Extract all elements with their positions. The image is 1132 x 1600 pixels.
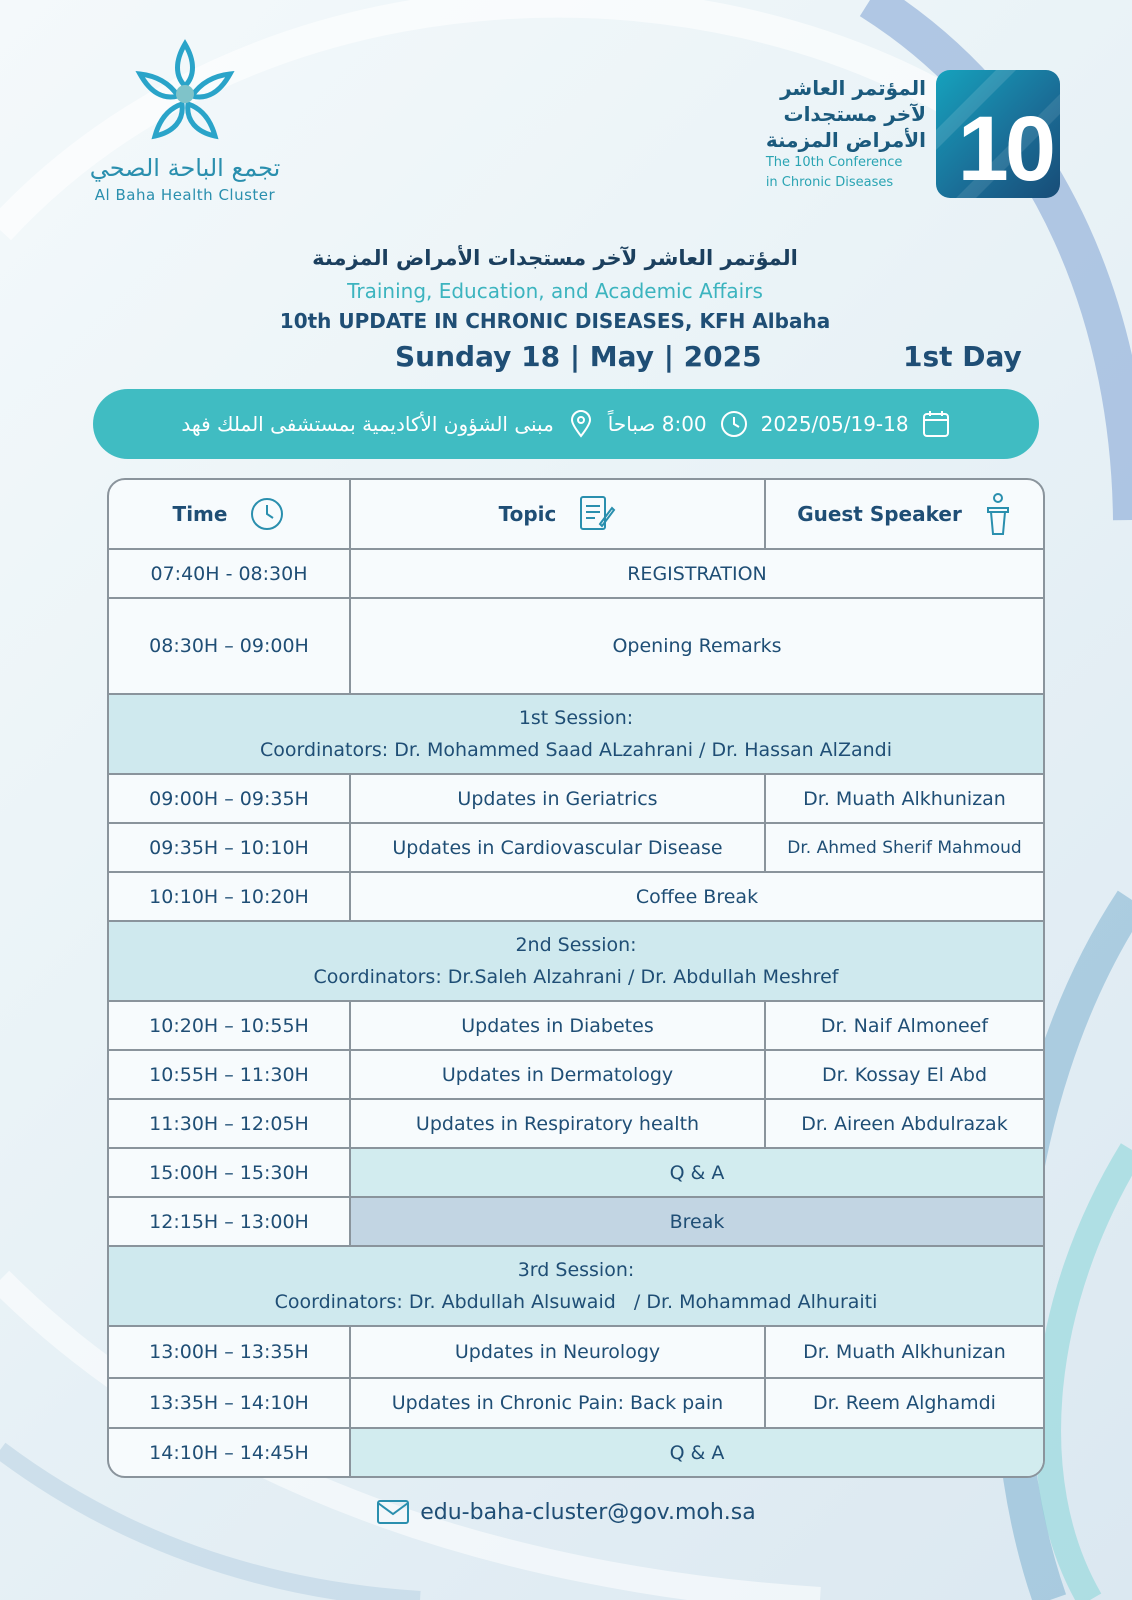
cluster-logo <box>80 36 290 204</box>
row-topic: Opening Remarks <box>612 635 782 657</box>
row-time: 12:15H – 13:00H <box>109 1198 351 1245</box>
session-coordinators: Coordinators: Dr. Mohammed Saad ALzahrani / Dr. Hassan AlZandi <box>259 739 893 761</box>
conf-title-en-1: The 10th Conference <box>765 155 903 170</box>
row-topic: Updates in Dermatology <box>351 1051 766 1098</box>
event-time: 8:00 صباحاً <box>607 412 707 436</box>
session-coordinators: Coordinators: Dr. Abdullah Alsuwaid / Dr. Mohammad Alhuraiti <box>274 1291 878 1313</box>
contact-email[interactable]: edu-baha-cluster@gov.moh.sa <box>420 1499 756 1525</box>
row-time: 13:00H – 13:35H <box>109 1327 351 1377</box>
title-arabic: المؤتمر العاشر لآخر مستجدات الأمراض المزمنة <box>312 246 798 270</box>
event-location: مبنى الشؤون الأكاديمية بمستشفى الملك فهد <box>181 412 554 436</box>
table-row <box>109 1196 1043 1245</box>
row-topic: Q & A <box>351 1429 1043 1476</box>
row-time: 14:10H – 14:45H <box>109 1429 351 1476</box>
clock-icon <box>249 496 285 532</box>
table-row <box>109 822 1043 871</box>
row-topic: Updates in Cardiovascular Disease <box>351 824 766 871</box>
calendar-icon <box>921 409 951 439</box>
row-time: 08:30H – 09:00H <box>109 599 351 693</box>
table-row <box>109 773 1043 822</box>
table-row <box>109 1049 1043 1098</box>
row-topic: Updates in Neurology <box>351 1327 766 1377</box>
table-row <box>109 1377 1043 1427</box>
session-title: 1st Session: <box>518 707 634 729</box>
row-time: 10:55H – 11:30H <box>109 1051 351 1098</box>
conference-number-badge <box>936 70 1060 198</box>
header-speaker-label: Guest Speaker <box>797 502 962 526</box>
document-icon <box>578 494 616 534</box>
row-topic: Updates in Diabetes <box>351 1002 766 1049</box>
session-title: 3rd Session: <box>517 1259 635 1281</box>
row-time: 13:35H – 14:10H <box>109 1379 351 1427</box>
table-row <box>109 1098 1043 1147</box>
mail-icon <box>376 1499 410 1525</box>
row-time: 09:35H – 10:10H <box>109 824 351 871</box>
row-speaker: Dr. Aireen Abdulrazak <box>801 1112 1008 1135</box>
header-topic-label: Topic <box>498 502 557 526</box>
row-topic: Coffee Break <box>635 885 759 908</box>
cluster-name-ar: تجمع الباحة الصحي <box>89 154 281 182</box>
header-topic <box>351 480 766 548</box>
row-time: 10:20H – 10:55H <box>109 1002 351 1049</box>
conf-title-en-2: in Chronic Diseases <box>765 175 894 190</box>
table-row <box>109 1325 1043 1377</box>
session-title: 2nd Session: <box>515 934 637 956</box>
schedule-table <box>107 478 1045 1478</box>
header-time <box>109 480 351 548</box>
row-topic: Break <box>351 1198 1043 1245</box>
row-speaker: Dr. Kossay El Abd <box>821 1063 988 1086</box>
clock-icon <box>719 409 749 439</box>
table-row <box>109 1000 1043 1049</box>
table-row <box>109 548 1043 597</box>
event-day: 1st Day <box>903 340 1022 373</box>
session-coordinators: Coordinators: Dr.Saleh Alzahrani / Dr. Abdullah Meshref <box>313 966 839 988</box>
table-row <box>109 871 1043 920</box>
row-topic: Updates in Respiratory health <box>351 1100 766 1147</box>
title-block <box>0 246 1110 336</box>
row-time: 09:00H – 09:35H <box>109 775 351 822</box>
conf-title-ar-1: المؤتمر العاشر <box>780 76 926 100</box>
session-row <box>109 693 1043 773</box>
conf-title-ar-3: الأمراض المزمنة <box>765 128 926 152</box>
row-time: 07:40H - 08:30H <box>109 550 351 597</box>
row-topic: REGISTRATION <box>627 562 767 585</box>
date-row <box>0 340 1132 380</box>
title-event: 10th UPDATE IN CHRONIC DISEASES, KFH Albaha <box>279 309 831 333</box>
table-row <box>109 597 1043 693</box>
row-speaker: Dr. Ahmed Sherif Mahmoud <box>787 837 1022 858</box>
row-topic: Q & A <box>351 1149 1043 1196</box>
footer-contact <box>0 1499 1132 1525</box>
row-topic: Updates in Geriatrics <box>351 775 766 822</box>
table-row <box>109 1147 1043 1196</box>
cluster-name-en: Al Baha Health Cluster <box>94 186 276 204</box>
cluster-logo-icon <box>130 36 240 146</box>
event-date: Sunday 18 | May | 2025 <box>395 340 762 373</box>
conference-number: 10 <box>957 98 1052 198</box>
row-speaker: Dr. Muath Alkhunizan <box>803 787 1006 810</box>
row-time: 11:30H – 12:05H <box>109 1100 351 1147</box>
event-info-bar <box>93 389 1039 459</box>
session-block <box>109 1247 1043 1325</box>
conference-logo <box>766 70 1060 198</box>
session-block <box>109 922 1043 1000</box>
location-pin-icon <box>566 409 596 439</box>
row-time: 15:00H – 15:30H <box>109 1149 351 1196</box>
header-time-label: Time <box>172 502 228 526</box>
session-row <box>109 1245 1043 1325</box>
row-speaker: Dr. Muath Alkhunizan <box>803 1341 1006 1363</box>
table-row <box>109 1427 1043 1476</box>
row-speaker: Dr. Naif Almoneef <box>820 1014 989 1037</box>
session-row <box>109 920 1043 1000</box>
session-block <box>109 695 1043 773</box>
conf-title-ar-2: لآخر مستجدات <box>783 102 926 126</box>
table-header-row <box>109 480 1043 548</box>
event-dates: 2025/05/19-18 <box>760 412 909 436</box>
row-time: 10:10H – 10:20H <box>109 873 351 920</box>
row-topic: Updates in Chronic Pain: Back pain <box>351 1379 766 1427</box>
title-department: Training, Education, and Academic Affairs <box>347 279 763 303</box>
podium-icon <box>984 492 1012 536</box>
header-speaker <box>766 480 1043 548</box>
row-speaker: Dr. Reem Alghamdi <box>813 1392 996 1414</box>
